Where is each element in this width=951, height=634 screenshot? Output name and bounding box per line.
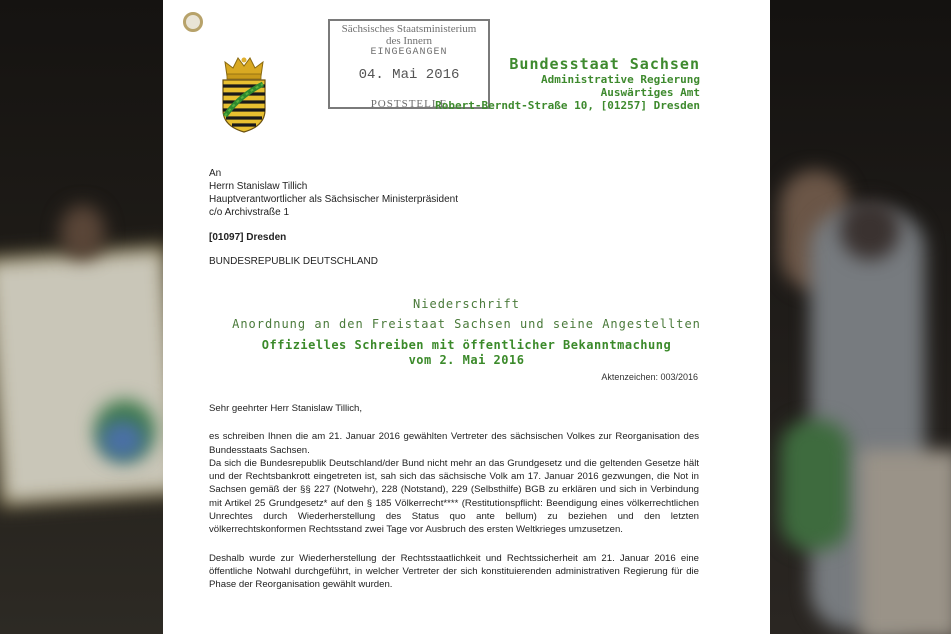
sender-line-1: Administrative Regierung (541, 73, 700, 86)
title-niederschrift: Niederschrift (413, 297, 520, 311)
sender-block (435, 55, 700, 112)
letter-body (209, 402, 699, 592)
stamp-line-3: EINGEGANGEN (370, 47, 448, 58)
recipient-city: [01097] Dresden (209, 232, 287, 243)
recipient-title: Hauptverantwortlicher als Sächsischer Ministerpräsident (209, 194, 458, 205)
title-anordnung: Anordnung an den Freistaat Sachsen und seine Angestellten (232, 317, 701, 331)
protest-sign (0, 244, 186, 508)
title-offizielles-schreiben: Offizielles Schreiben mit öffentlicher Bekanntmachung (261, 338, 672, 352)
paragraph-2: Da sich die Bundesrepublik Deutschland/der Bund nicht mehr an das Grundgesetz und die geltenden Gesetze hält und der Rechtsbankrott eingetreten ist, sah sich das sächsische Volk am 17. Januar 2016 gezwungen, die Not in Sachsen gemäß der §§ 227 (Notwehr), 228 (Notstand), 229 (Selbsthilfe) BGB zu erklären und sich in Verbindung mit Artikel 25 Grundgesetz* auf den § 185 Völkerrecht**** (Restitutionspflicht: Beendigung eines völkerrechtlichen Unrechtes durch Wiederherstellung des Status quo ante bellum) zu beziehen und den letzten völkerrechtskonformen Rechtsstand zwei Tage vor Ausbruch des ersten Weltkrieges umzusetzen. (209, 457, 699, 536)
title-date: vom 2. Mai 2016 (408, 353, 525, 367)
sender-line-3: Robert-Berndt-Straße 10, [01257] Dresden (435, 99, 700, 112)
sender-name: Bundesstaat Sachsen (509, 55, 700, 73)
recipient-street: c/o Archivstraße 1 (209, 207, 290, 218)
stamp-line-5: POSTSTELLE (370, 98, 448, 110)
recipient-label: An (209, 168, 222, 179)
letter-page (163, 0, 770, 634)
recipient-name: Herrn Stanislaw Tillich (209, 181, 308, 192)
sign-globe-blue (100, 420, 145, 460)
stamp-line-1: Sächsisches Staatsministerium (341, 23, 477, 35)
person-left (60, 205, 105, 260)
aktenzeichen: Aktenzeichen: 003/2016 (601, 372, 698, 382)
sender-line-2: Auswärtiges Amt (600, 86, 700, 99)
plant (780, 420, 850, 550)
stamp-date: 04. Mai 2016 (358, 67, 460, 83)
paragraph-1: es schreiben Ihnen die am 21. Januar 2016 gewählten Vertreter des sächsischen Volkes zur Reorganisation des Bundesstaats Sachsen. (209, 431, 699, 456)
recipient-country: BUNDESREPUBLIK DEUTSCHLAND (209, 256, 378, 267)
punch-hole-icon (183, 12, 203, 32)
stamp-line-2: des Innern (385, 35, 433, 47)
person-right-head (840, 200, 900, 260)
paragraph-3: Deshalb wurde zur Wiederherstellung der Rechtsstaatlichkeit und Rechtssicherheit am 21. Januar 2016 eine öffentliche Notwahl durchgeführt, in welcher Vertreter der sich konstituierenden administrativen Regierung für die Phase der Reorganisation gewählt wurden. (209, 552, 699, 591)
saxony-coat-of-arms-icon (217, 54, 271, 134)
greeting: Sehr geehrter Herr Stanislaw Tillich, (209, 403, 363, 414)
recipient-address (209, 167, 458, 268)
ground-right (860, 450, 951, 634)
document-titles (163, 297, 770, 368)
